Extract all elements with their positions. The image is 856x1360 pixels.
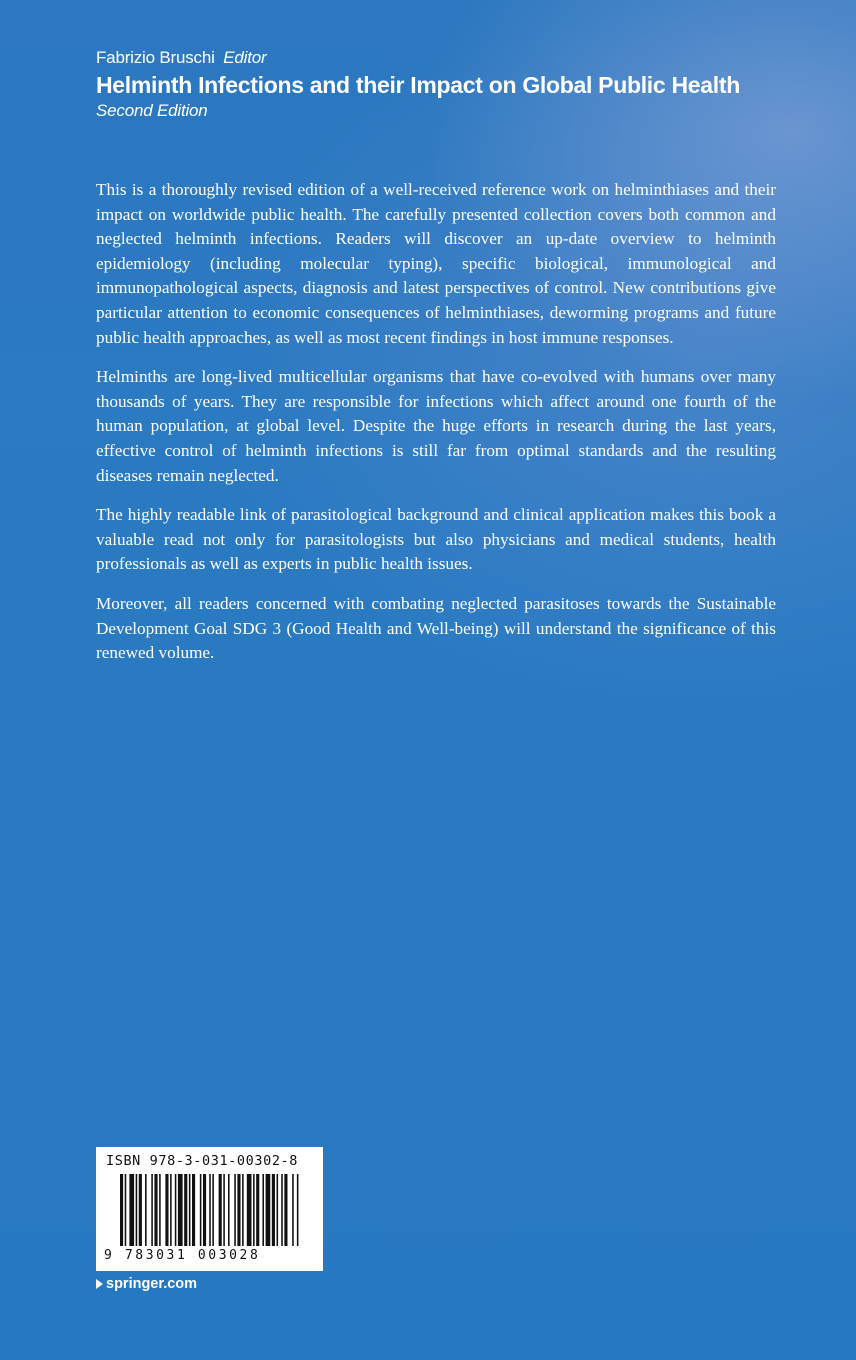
editor-line [96,47,740,69]
isbn-barcode [96,1147,323,1271]
book-title: Helminth Infections and their Impact on Global Public Health [96,72,740,98]
blurb-paragraph: Helminths are long-lived multicellular organisms that have co-evolved with humans over many thousands of years. They are responsible for infections which affect around one fourth of the human population, at global level. Despite the huge efforts in research during the last years, effective control of helminth infections is still far from optimal standards and the resulting diseases remain neglected. [96,367,776,485]
blurb-paragraph: The highly readable link of parasitological background and clinical application makes this book a valuable read not only for parasitologists but also physicians and medical students, health professionals as well as experts in public health issues. [96,505,776,574]
barcode-digits: 9 783031 003028 [104,1248,261,1263]
editor-name: Fabrizio Bruschi [96,48,215,67]
barcode-bars-icon [120,1174,300,1246]
publisher-link[interactable] [96,1276,197,1292]
edition-label: Second Edition [96,101,208,120]
arrow-right-icon [96,1279,103,1289]
book-header [96,47,740,122]
isbn-label: ISBN 978-3-031-00302-8 [106,1153,299,1169]
blurb-paragraph: Moreover, all readers concerned with combating neglected parasitoses towards the Sustainable Development Goal SDG 3 (Good Health and Well-being) will understand the significance of this renewed volume. [96,593,776,663]
blurb-text [96,178,776,681]
editor-role: Editor [223,48,267,67]
blurb-paragraph: This is a thoroughly revised edition of a well-received reference work on helminthiases and their impact on worldwide public health. The carefully presented collection covers both common and neglected helminth infections. Readers will discover an up-date overview to helminth epidemiology (including molecular typing), specific biological, immunological and immunopathological aspects, diagnosis and latest perspectives of control. New contributions give particular attention to economic consequences of helminthiases, deworming programs and future public health approaches, as well as most recent findings in host immune responses. [96,180,776,347]
publisher-link-text: springer.com [106,1276,198,1292]
